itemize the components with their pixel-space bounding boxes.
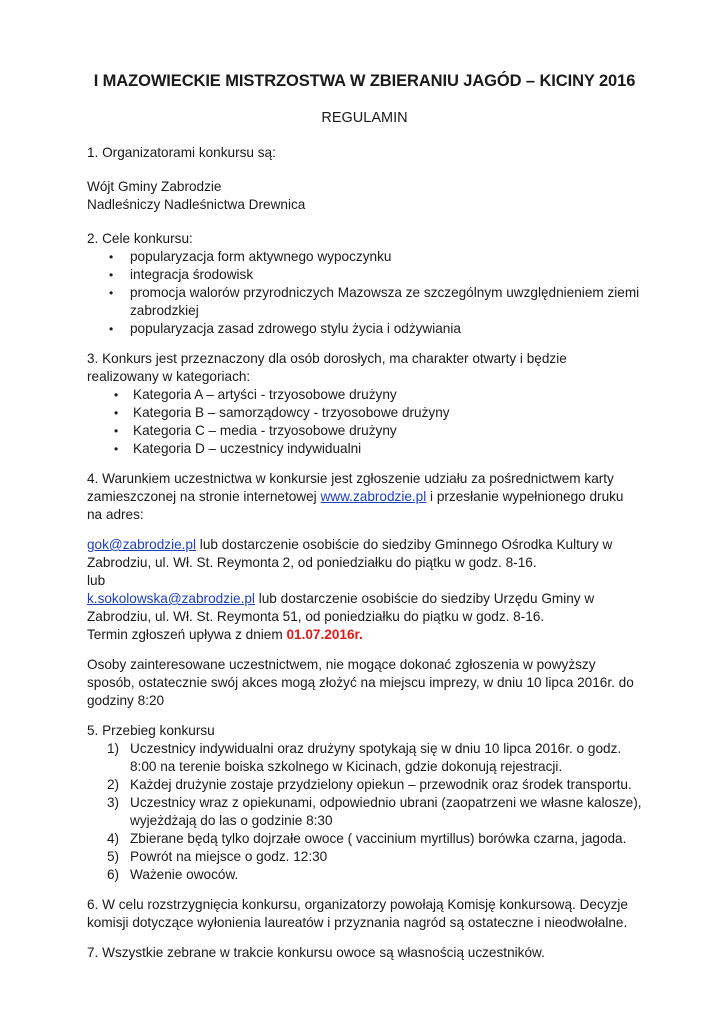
goal-text: integracja środowisk [130,267,254,282]
step-text: Zbierane będą tylko dojrzałe owoce ( vaccinium myrtillus) borówka czarna, jagoda. [130,831,627,846]
bullet-icon: • [114,424,119,438]
organizer-item: Wójt Gminy Zabrodzie [87,179,222,194]
list-item [87,776,642,794]
step-number: 1) [107,741,120,756]
category-text: Kategoria A – artyści - trzyosobowe drużyny [133,387,397,402]
bullet-icon: • [109,268,114,282]
step-number: 4) [107,831,120,846]
list-item [87,848,642,866]
step-number: 5) [107,849,120,864]
step-text: Każdej drużynie zostaje przydzielony opiekun – przewodnik oraz środek transportu. [130,777,632,792]
bullet-icon: • [109,322,114,336]
goal-text: popularyzacja form aktywnego wypoczynku [130,249,392,264]
submission-details [87,536,642,644]
bullet-icon: • [114,406,119,420]
organizer-item: Nadleśniczy Nadleśnictwa Drewnica [87,197,306,212]
section2-heading: 2. Cele konkursu: [87,231,193,246]
email2-text: lub dostarczenie osobiście do siedziby Urzędu Gminy w Zabrodziu, ul. Wł. St. Reymonta 51, od poniedziałku do piątku w godz. 8-16. [87,591,595,624]
list-item [87,248,642,266]
list-item [87,440,642,458]
website-link[interactable]: www.zabrodzie.pl [320,489,427,504]
bullet-icon: • [114,388,119,402]
step-number: 2) [107,777,120,792]
list-item [87,386,642,404]
list-item [87,422,642,440]
bullet-icon: • [114,442,119,456]
organizers-list [87,178,642,214]
goal-text: promocja walorów przyrodniczych Mazowsza ze szczególnym uwzględnieniem ziemi zabrodzkiej [130,285,640,318]
list-item [87,794,642,830]
document-subtitle: REGULAMIN [321,110,408,126]
section1-heading: 1. Organizatorami konkursu są: [87,145,276,160]
step-text: Uczestnicy indywidualni oraz drużyny spotykają się w dniu 10 lipca 2016r. o godz. 8:00 na terenie boiska szkolnego w Kicinach, gdzie dokonują rejestracji. [130,741,622,774]
list-item [87,266,642,284]
email1-paragraph [87,536,642,572]
section4-intro: 4. Warunkiem uczestnictwa w konkursie jest zgłoszenie udziału za pośrednictwem karty zamieszczonej na stronie internetowej [87,471,614,504]
email-link-sokolowska[interactable]: k.sokolowska@zabrodzie.pl [87,591,255,606]
section3-text: 3. Konkurs jest przeznaczony dla osób dorosłych, ma charakter otwarty i będzie realizowany w kategoriach: [87,351,567,384]
category-text: Kategoria B – samorządowcy - trzyosobowe drużyny [133,405,450,420]
category-text: Kategoria C – media - trzyosobowe drużyny [133,423,397,438]
section5-heading: 5. Przebieg konkursu [87,723,215,738]
list-item [87,404,642,422]
section6-text: 6. W celu rozstrzygnięcia konkursu, organizatorzy powołają Komisję konkursową. Decyzje komisji dotyczące wyłonienia laureatów i przyznania nagród są ostateczne i nieodwołalne. [87,897,628,930]
list-item [87,866,642,884]
deadline-date: 01.07.2016r. [286,627,363,642]
list-item [87,740,642,776]
deadline-line [87,626,642,644]
list-item [87,320,642,338]
step-text: Uczestnicy wraz z opiekunami, odpowiednio ubrani (zaopatrzeni we własne kalosze), wyjeżdżają do las o godzinie 8:30 [130,795,642,828]
steps-list [87,740,642,884]
document-page [87,70,642,962]
step-text: Powrót na miejsce o godz. 12:30 [130,849,328,864]
bullet-icon: • [109,250,114,264]
email-link-gok[interactable]: gok@zabrodzie.pl [87,537,197,552]
goal-text: popularyzacja zasad zdrowego stylu życia i odżywiania [130,321,461,336]
bullet-icon: • [109,286,114,300]
email1-text: lub dostarczenie osobiście do siedziby Gminnego Ośrodka Kultury w Zabrodziu, ul. Wł. St. Reymonta 2, od poniedziałku do piątku w godz. 8-16. [87,537,613,570]
section7-text: 7. Wszystkie zebrane w trakcie konkursu owoce są własnością uczestników. [87,945,545,960]
step-number: 3) [107,795,120,810]
section4-note: Osoby zainteresowane uczestnictwem, nie mogące dokonać zgłoszenia w powyższy sposób, ostatecznie swój akces mogą złożyć na miejscu imprezy, w dniu 10 lipca 2016r. do godziny 8:20 [87,657,634,708]
document-title: I MAZOWIECKIE MISTRZOSTWA W ZBIERANIU JAGÓD – KICINY 2016 [93,72,636,90]
step-number: 6) [107,867,120,882]
deadline-label: Termin zgłoszeń upływa z dniem [87,627,287,642]
or-word: lub [87,573,106,588]
goals-list [87,248,642,338]
email2-paragraph [87,590,642,626]
category-text: Kategoria D – uczestnicy indywidualni [133,441,362,456]
list-item [87,284,642,320]
categories-list [87,386,642,458]
list-item [87,830,642,848]
section4-text [87,470,642,524]
step-text: Ważenie owoców. [130,867,239,882]
section4-outro: i przesłanie wypełnionego druku na adres: [87,489,624,522]
